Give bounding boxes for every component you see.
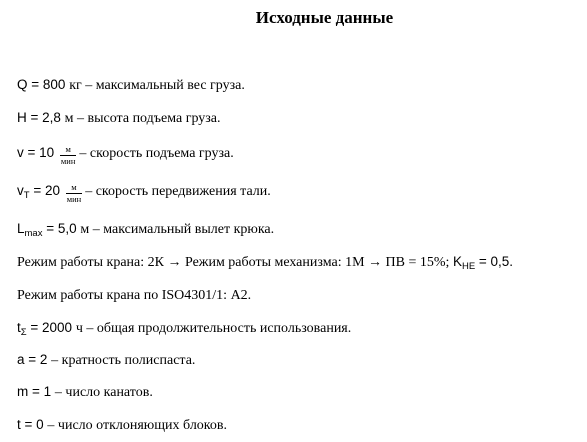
desc-iso: Режим работы крана по ISO4301/1: А2. <box>17 288 252 303</box>
line-max-reach <box>17 221 274 242</box>
desc-vt: – скорость передвижения тали. <box>85 184 271 199</box>
line-polyspast-ratio <box>17 352 195 369</box>
line-total-time <box>17 320 351 341</box>
line-lift-speed <box>17 145 234 166</box>
desc-t: – число отклоняющих блоков. <box>47 418 228 433</box>
symbol-vt: v <box>17 183 24 198</box>
symbol-h: H <box>17 110 27 125</box>
value-lmax: = 5,0 <box>42 221 81 236</box>
subscript-kne: НЕ <box>461 261 476 272</box>
value-q: = 800 <box>27 77 70 92</box>
unit-den-vt: мин <box>66 194 82 204</box>
unit-fraction-v <box>60 145 76 166</box>
desc-v: – скорость подъема груза. <box>79 146 234 161</box>
desc-mode: Режим работы крана: 2К → Режим работы механизма: 1М → ПВ = 15%; <box>17 255 453 270</box>
desc-a: – кратность полиспаста. <box>51 353 196 368</box>
symbol-ts: t <box>17 320 21 335</box>
line-deflector-count <box>17 417 227 434</box>
value-a: = 2 <box>24 352 52 367</box>
value-t: = 0 <box>20 417 48 432</box>
unit-num-vt: м <box>66 183 82 194</box>
symbol-m: m <box>17 384 29 399</box>
line-iso-mode <box>17 288 251 304</box>
value-m: = 1 <box>28 384 55 399</box>
line-duty-mode <box>17 254 513 275</box>
symbol-v: v <box>17 145 24 160</box>
value-ts: = 2000 <box>26 320 76 335</box>
symbol-q: Q <box>17 77 28 92</box>
line-load-weight <box>17 77 245 94</box>
value-v: = 10 <box>23 145 58 160</box>
desc-ts: ч – общая продолжительность использования. <box>75 321 352 336</box>
subscript-lmax: max <box>24 228 43 239</box>
symbol-lmax: L <box>17 221 25 236</box>
unit-fraction-vt <box>66 183 82 204</box>
line-rope-count <box>17 384 153 401</box>
value-h: = 2,8 <box>26 110 65 125</box>
desc-h: м – высота подъема груза. <box>64 111 221 126</box>
symbol-a: a <box>17 352 25 367</box>
subscript-ts: Σ <box>20 327 27 338</box>
line-travel-speed <box>17 183 271 204</box>
value-kne: = 0,5. <box>475 254 514 269</box>
subscript-vt: T <box>23 190 30 201</box>
desc-q: кг – максимальный вес груза. <box>69 78 245 93</box>
unit-den-v: мин <box>60 156 76 166</box>
line-lift-height <box>17 110 221 127</box>
value-vt: = 20 <box>29 183 64 198</box>
symbol-kne: K <box>452 254 462 269</box>
unit-num-v: м <box>60 145 76 156</box>
document-title: Исходные данные <box>255 8 394 27</box>
desc-lmax: м – максимальный вылет крюка. <box>80 222 275 237</box>
desc-m: – число канатов. <box>54 385 153 400</box>
symbol-t: t <box>17 417 21 432</box>
